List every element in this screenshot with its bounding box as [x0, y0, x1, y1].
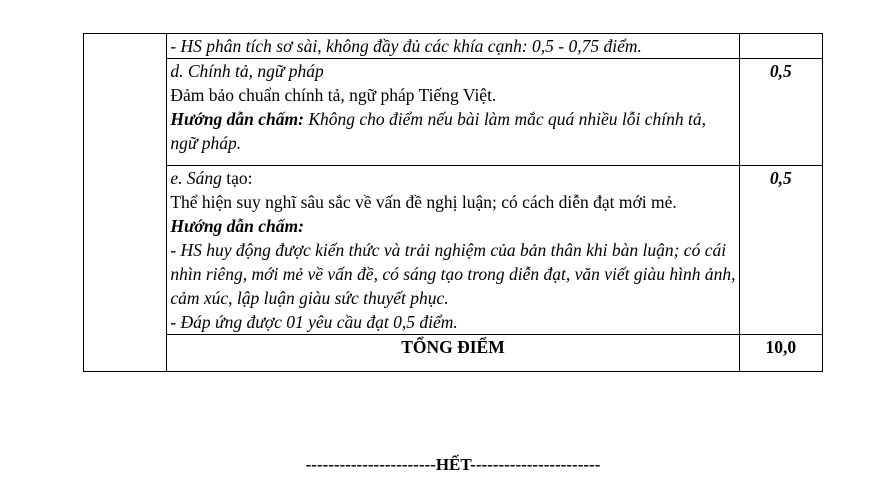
criteria-creativity: [167, 166, 739, 335]
table-row: [84, 59, 823, 166]
table-row: [84, 34, 823, 59]
criteria-title-italic: e. Sáng: [170, 168, 222, 188]
table-row: [84, 166, 823, 335]
score-cell: [739, 34, 822, 59]
total-score: 10,0: [739, 335, 822, 372]
grading-guide-label: Hướng dẫn chấm:: [170, 216, 304, 236]
score-value: 0,5: [739, 166, 822, 335]
grading-guide-label: Hướng dẫn chấm:: [170, 109, 304, 129]
grading-guide: [170, 107, 735, 155]
grading-rubric-table: [83, 33, 823, 372]
grading-guide-item: - Đáp ứng được 01 yêu cầu đạt 0,5 điểm.: [170, 312, 458, 332]
criteria-description: Thể hiện suy nghĩ sâu sắc về vấn đề nghị luận; có cách diễn đạt mới mẻ.: [170, 192, 677, 212]
end-marker: -----------------------HẾT-----------------------: [305, 455, 601, 474]
criteria-title-rest: tạo:: [221, 168, 253, 188]
total-label: TỔNG ĐIỂM: [167, 335, 739, 372]
score-value: 0,5: [739, 59, 822, 166]
criteria-description: Đảm bảo chuẩn chính tả, ngữ pháp Tiếng Việt.: [170, 85, 497, 105]
table-row: [84, 335, 823, 372]
section-cell: [84, 34, 167, 372]
grading-guide-item: - HS huy động được kiến thức và trải nghiệm của bản thân khi bàn luận; có cái nhìn riêng, mới mẻ về vấn đề, có sáng tạo trong diễn đạt, văn viết giàu hình ảnh, cảm xúc, lập luận giàu sức thuyết phục.: [170, 240, 736, 308]
criteria-spelling: [167, 59, 739, 166]
criteria-title: d. Chính tả, ngữ pháp: [170, 61, 324, 81]
criteria-title: [170, 166, 735, 190]
grading-guide-text: Không cho điểm nếu bài làm mắc quá nhiều lỗi chính tả, ngữ pháp.: [170, 109, 706, 153]
criteria-note: - HS phân tích sơ sài, không đầy đủ các khía cạnh: 0,5 - 0,75 điểm.: [167, 34, 739, 59]
